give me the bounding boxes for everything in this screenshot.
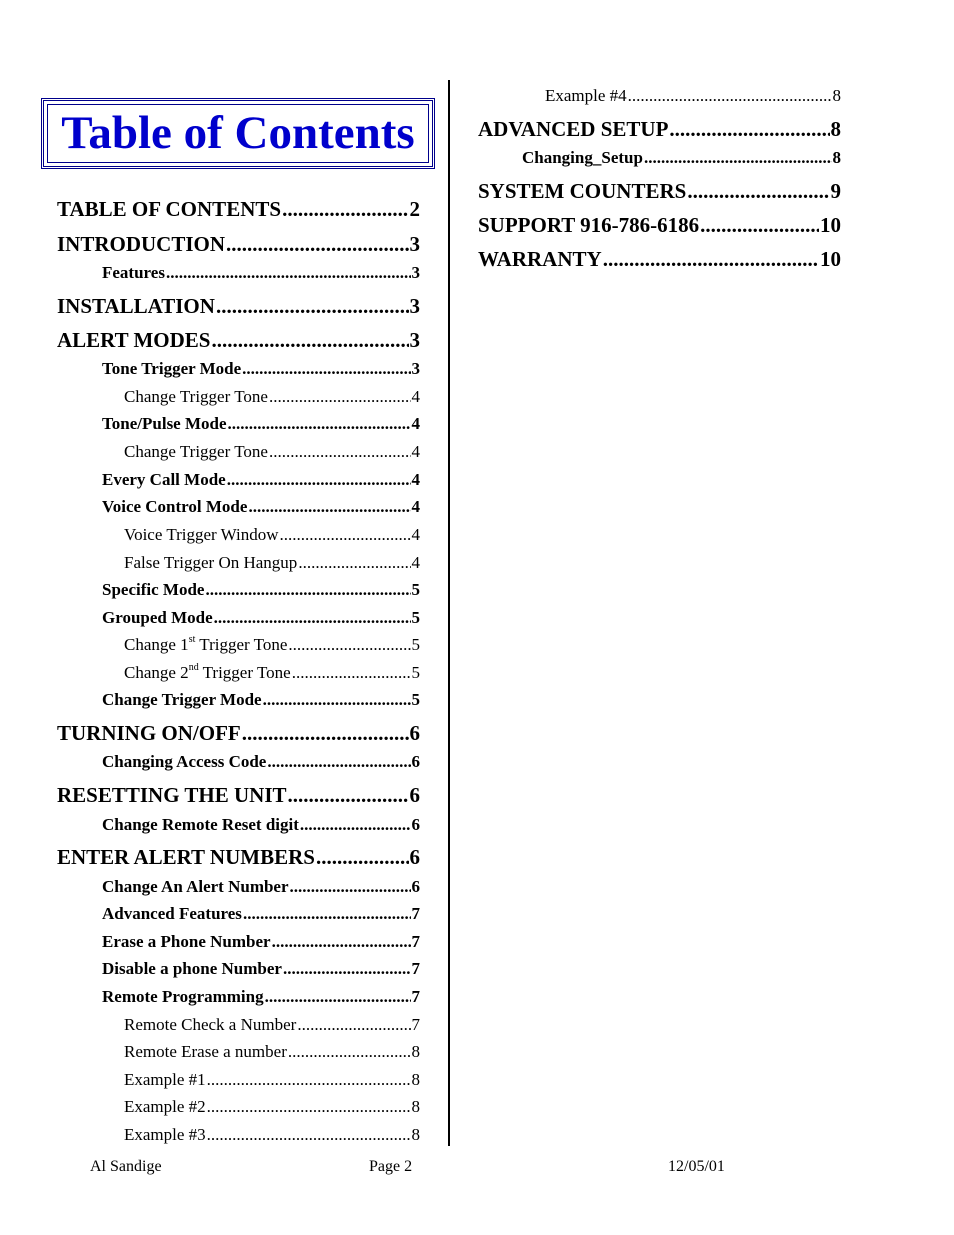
toc-entry[interactable]: Remote Programming ..... 7 bbox=[102, 987, 420, 1007]
toc-entry[interactable]: ALERT MODES ..... 3 bbox=[57, 328, 420, 353]
column-divider bbox=[448, 80, 450, 1146]
toc-entry[interactable]: INTRODUCTION ..... 3 bbox=[57, 232, 420, 257]
toc-entry[interactable]: Change 2nd Trigger Tone ..... 5 bbox=[124, 663, 420, 683]
toc-entry[interactable]: ENTER ALERT NUMBERS ..... 6 bbox=[57, 845, 420, 870]
toc-entry[interactable]: Voice Control Mode ..... 4 bbox=[102, 497, 420, 517]
toc-entry[interactable]: Grouped Mode ..... 5 bbox=[102, 608, 420, 628]
footer-page-number: Page 2 bbox=[369, 1158, 413, 1175]
toc-entry[interactable]: Tone/Pulse Mode ..... 4 bbox=[102, 414, 420, 434]
footer-author: Al Sandige bbox=[90, 1158, 162, 1175]
toc-entry[interactable]: Remote Check a Number ..... 7 bbox=[124, 1015, 420, 1035]
page-title: Table of Contents bbox=[61, 107, 415, 159]
title-box bbox=[41, 98, 435, 169]
toc-entry[interactable]: Remote Erase a number ..... 8 bbox=[124, 1042, 420, 1062]
toc-entry[interactable]: SYSTEM COUNTERS ..... 9 bbox=[478, 179, 841, 204]
toc-entry[interactable]: Change An Alert Number ..... 6 bbox=[102, 877, 420, 897]
toc-entry[interactable]: Every Call Mode ..... 4 bbox=[102, 470, 420, 490]
toc-entry[interactable]: Disable a phone Number ..... 7 bbox=[102, 959, 420, 979]
toc-entry[interactable]: Specific Mode ..... 5 bbox=[102, 580, 420, 600]
toc-entry[interactable]: False Trigger On Hangup ..... 4 bbox=[124, 553, 420, 573]
toc-entry[interactable]: WARRANTY ..... 10 bbox=[478, 247, 841, 272]
toc-entry[interactable]: Features ..... 3 bbox=[102, 263, 420, 283]
toc-entry[interactable]: Advanced Features ..... 7 bbox=[102, 904, 420, 924]
toc-entry[interactable]: Example #3 ..... 8 bbox=[124, 1125, 420, 1145]
toc-entry[interactable]: Changing Access Code ..... 6 bbox=[102, 752, 420, 772]
toc-entry[interactable]: Example #1 ..... 8 bbox=[124, 1070, 420, 1090]
toc-entry[interactable]: Change Trigger Mode ..... 5 bbox=[102, 690, 420, 710]
toc-entry[interactable]: Change Trigger Tone ..... 4 bbox=[124, 387, 420, 407]
toc-entry[interactable]: ADVANCED SETUP ..... 8 bbox=[478, 117, 841, 142]
footer-date: 12/05/01 bbox=[668, 1158, 725, 1175]
toc-entry[interactable]: Changing_Setup ..... 8 bbox=[522, 148, 841, 168]
toc-entry[interactable]: Example #2 ..... 8 bbox=[124, 1097, 420, 1117]
toc-entry[interactable]: Change Trigger Tone ..... 4 bbox=[124, 442, 420, 462]
toc-entry[interactable]: TABLE OF CONTENTS ..... 2 bbox=[57, 197, 420, 222]
toc-entry[interactable]: SUPPORT 916-786-6186 ..... 10 bbox=[478, 213, 841, 238]
toc-entry[interactable]: Change Remote Reset digit ..... 6 bbox=[102, 815, 420, 835]
toc-entry[interactable]: Tone Trigger Mode ..... 3 bbox=[102, 359, 420, 379]
toc-entry[interactable]: Example #4 ..... 8 bbox=[545, 86, 841, 106]
toc-entry[interactable]: TURNING ON/OFF ..... 6 bbox=[57, 721, 420, 746]
toc-entry[interactable]: Erase a Phone Number ..... 7 bbox=[102, 932, 420, 952]
toc-entry[interactable]: Change 1st Trigger Tone ..... 5 bbox=[124, 635, 420, 655]
toc-entry[interactable]: RESETTING THE UNIT ..... 6 bbox=[57, 783, 420, 808]
toc-entry[interactable]: INSTALLATION ..... 3 bbox=[57, 294, 420, 319]
toc-entry[interactable]: Voice Trigger Window ..... 4 bbox=[124, 525, 420, 545]
